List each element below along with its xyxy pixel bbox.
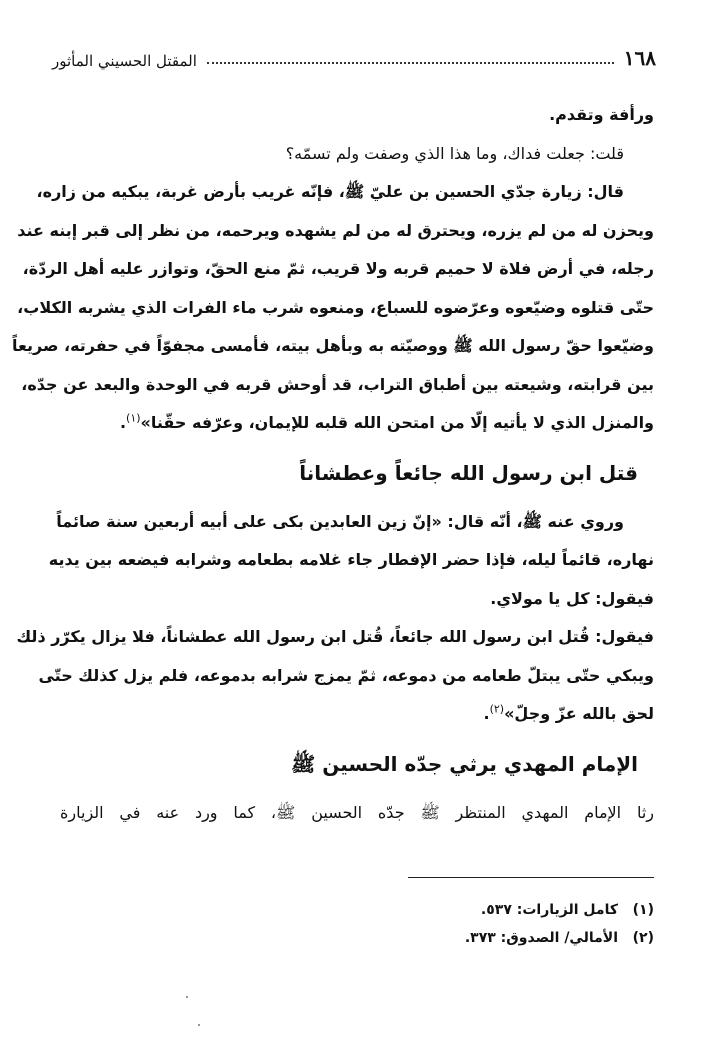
text-line: حتّى قتلوه وضيّعوه وعرّضوه للسباع، ومنعوه شرب ماء الفرات الذي يشربه الكلاب،	[17, 297, 654, 317]
text-line: رثا الإمام المهدي المنتظر ﷺ جدّه الحسين ﷺ، كما ورد عنه في الزيارة	[60, 802, 654, 822]
text-line: نهاره، قائماً ليله، فإذا حضر الإفطار جاء غلامه بطعامه وشرابه فيضعه بين يديه	[48, 550, 654, 569]
header-dot-leader	[207, 61, 614, 64]
book-title: المقتل الحسيني المأثور	[52, 52, 197, 70]
footnote-text: الأمالي/ الصدوق: ٣٧٣.	[464, 930, 618, 946]
text-line: وضيّعوا حقّ رسول الله ﷺ ووصيّته به وبأهل بيته، فأمسى مجفوّاً في حفرته، صريعاً	[11, 336, 654, 355]
text-line: والمنزل الذي لا يأتيه إلّا من امتحن الله قلبه للإيمان، وعرّفه حقّنا»$^{(١)}$.	[119, 411, 654, 432]
text-line: بين قرابته، وشيعته بين أطباق التراب، قد أوحش قربه في الوحدة والبعد عن جدّه،	[21, 374, 654, 394]
main-text	[11, 96, 654, 832]
section-heading: قتل ابن رسول الله جائعاً وعطشاناً	[299, 460, 638, 485]
text-line: ويحزن له من لم يزره، ويحترق له من لم يشهده ويرحمه، من نظر إلى قبر إبنه عند	[17, 220, 654, 240]
text-line: قال: زيارة جدّي الحسين بن عليّ ﷺ، فإنّه غريب بأرض غربة، يبكيه من زاره،	[36, 182, 624, 201]
text-line-content: والمنزل الذي لا يأتيه إلّا من امتحن الله قلبه للإيمان، وعرّفه حقّنا»	[140, 413, 654, 432]
footnotes	[254, 896, 654, 952]
text-line: وروي عنه ﷺ، أنّه قال: «إنّ زين العابدين بكى على أبيه أربعين سنة صائماً	[56, 511, 624, 531]
footnote-reference: (١)	[126, 411, 141, 425]
text-line: لحق بالله عزّ وجلّ»$^{(٢)}$.	[483, 702, 654, 723]
text-line-content: لحق بالله عزّ وجلّ»	[504, 704, 654, 723]
footnote	[254, 924, 654, 952]
text-line: فيقول: قُتل ابن رسول الله جائعاً، قُتل ابن رسول الله عطشاناً، فلا يزال يكرّر ذلك	[16, 627, 654, 646]
footnote-number: (١)	[632, 902, 654, 918]
footnote-separator	[408, 877, 654, 878]
scan-speck	[186, 996, 188, 998]
text-line: ورأفة وتقدم.	[549, 105, 654, 124]
footnote	[254, 896, 654, 924]
section-heading: الإمام المهدي يرثي جدّه الحسين ﷺ	[291, 751, 638, 776]
footnote-text: كامل الزيارات: ٥٣٧.	[480, 902, 618, 918]
footnote-number: (٢)	[632, 930, 654, 946]
scan-speck	[198, 1024, 200, 1026]
page-number: ١٦٨	[623, 46, 656, 70]
text-line: رجله، في أرض فلاة لا حميم قربه ولا قريب، ثمّ منع الحقّ، وتوازر عليه أهل الردّة،	[22, 259, 654, 278]
text-line: ويبكي حتّى يبتلّ طعامه من دموعه، ثمّ يمزج شرابه بدموعه، فلم يزل كذلك حتّى	[38, 665, 654, 685]
text-line: فيقول: كل يا مولاي.	[490, 588, 654, 608]
text-line: قلت: جعلت فداك، وما هذا الذي وصفت ولم تسمّه؟	[285, 143, 624, 163]
footnote-reference: (٢)	[489, 702, 505, 716]
running-header	[52, 40, 656, 70]
